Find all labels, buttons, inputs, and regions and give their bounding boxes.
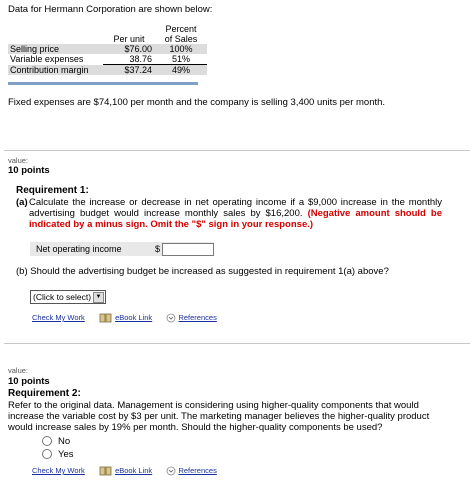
answer-select[interactable] — [30, 290, 106, 304]
net-operating-income-input[interactable] — [162, 243, 214, 256]
row-per-unit: $76.00 — [103, 44, 155, 54]
divider — [4, 150, 470, 151]
financial-table — [8, 24, 207, 75]
net-operating-income-row — [30, 242, 214, 256]
radio-label: Yes — [58, 449, 74, 460]
table-bottom-rule — [8, 82, 198, 85]
value-label: value: — [8, 366, 29, 375]
row-per-unit: $37.24 — [103, 65, 155, 76]
q2-links — [32, 466, 217, 476]
question-text: Refer to the original data. Management is considering using higher-quality components that would increase the variable cost by $3 per unit. The marketing manager believes the higher-quality product would increase sales by 19% per month. Should the higher-quality components be used? — [8, 400, 430, 433]
radio-option-yes[interactable] — [42, 449, 74, 460]
part-a-text: Calculate the increase or decrease in net operating income if a $9,000 increase in the monthly advertising budget would increase monthly sales by $16,200. — [29, 197, 442, 219]
part-a-note: (Negative amount should be indicated by a minus sign. Omit the "$" sign in your response.) — [29, 208, 442, 230]
points-label: 10 points — [8, 376, 50, 387]
check-my-work-link[interactable]: Check My Work — [32, 313, 85, 322]
book-icon — [99, 466, 113, 476]
table-header-row — [8, 34, 207, 44]
references-link[interactable]: References — [178, 313, 217, 322]
header-percent-line2: of Sales — [164, 34, 198, 44]
requirement-title: Requirement 2: — [8, 388, 81, 399]
radio-button[interactable] — [42, 449, 52, 459]
row-percent: 100% — [155, 44, 207, 54]
references-link[interactable]: References — [178, 466, 217, 475]
radio-option-no[interactable] — [42, 436, 70, 447]
table-header-row — [8, 24, 207, 34]
net-operating-income-label: Net operating income — [36, 244, 122, 254]
requirement-title: Requirement 1: — [16, 185, 89, 196]
dollar-prefix: $ — [155, 244, 161, 254]
row-per-unit: 38.76 — [103, 54, 155, 65]
check-my-work-link[interactable]: Check My Work — [32, 466, 85, 475]
value-label: value: — [8, 156, 29, 165]
references-icon — [166, 466, 176, 476]
ebook-link[interactable]: eBook Link — [115, 313, 153, 322]
divider — [4, 343, 470, 344]
part-a-label: (a) — [16, 197, 28, 208]
row-label: Variable expenses — [10, 54, 84, 65]
radio-button[interactable] — [42, 436, 52, 446]
chevron-down-icon[interactable]: ▼ — [93, 292, 104, 303]
table-row — [8, 65, 207, 76]
book-icon — [99, 313, 113, 323]
select-value: (Click to select) — [33, 292, 92, 302]
row-label: Selling price — [8, 44, 103, 54]
intro-text: Data for Hermann Corporation are shown below: — [8, 4, 213, 15]
row-label: Contribution margin — [8, 65, 103, 76]
table-row — [8, 44, 207, 54]
part-b-text: (b) Should the advertising budget be increased as suggested in requirement 1(a) above? — [16, 266, 389, 277]
q1-links — [32, 313, 217, 323]
fixed-expenses-text: Fixed expenses are $74,100 per month and the company is selling 3,400 units per month. — [8, 97, 386, 108]
header-per-unit: Per unit — [113, 34, 145, 44]
table-row — [8, 54, 207, 65]
ebook-link[interactable]: eBook Link — [115, 466, 153, 475]
points-label: 10 points — [8, 165, 50, 176]
question-text — [16, 197, 442, 230]
row-percent: 51% — [155, 54, 207, 65]
references-icon — [166, 313, 176, 323]
header-percent-line1: Percent — [165, 24, 197, 34]
row-percent: 49% — [155, 65, 207, 76]
radio-label: No — [58, 436, 71, 447]
